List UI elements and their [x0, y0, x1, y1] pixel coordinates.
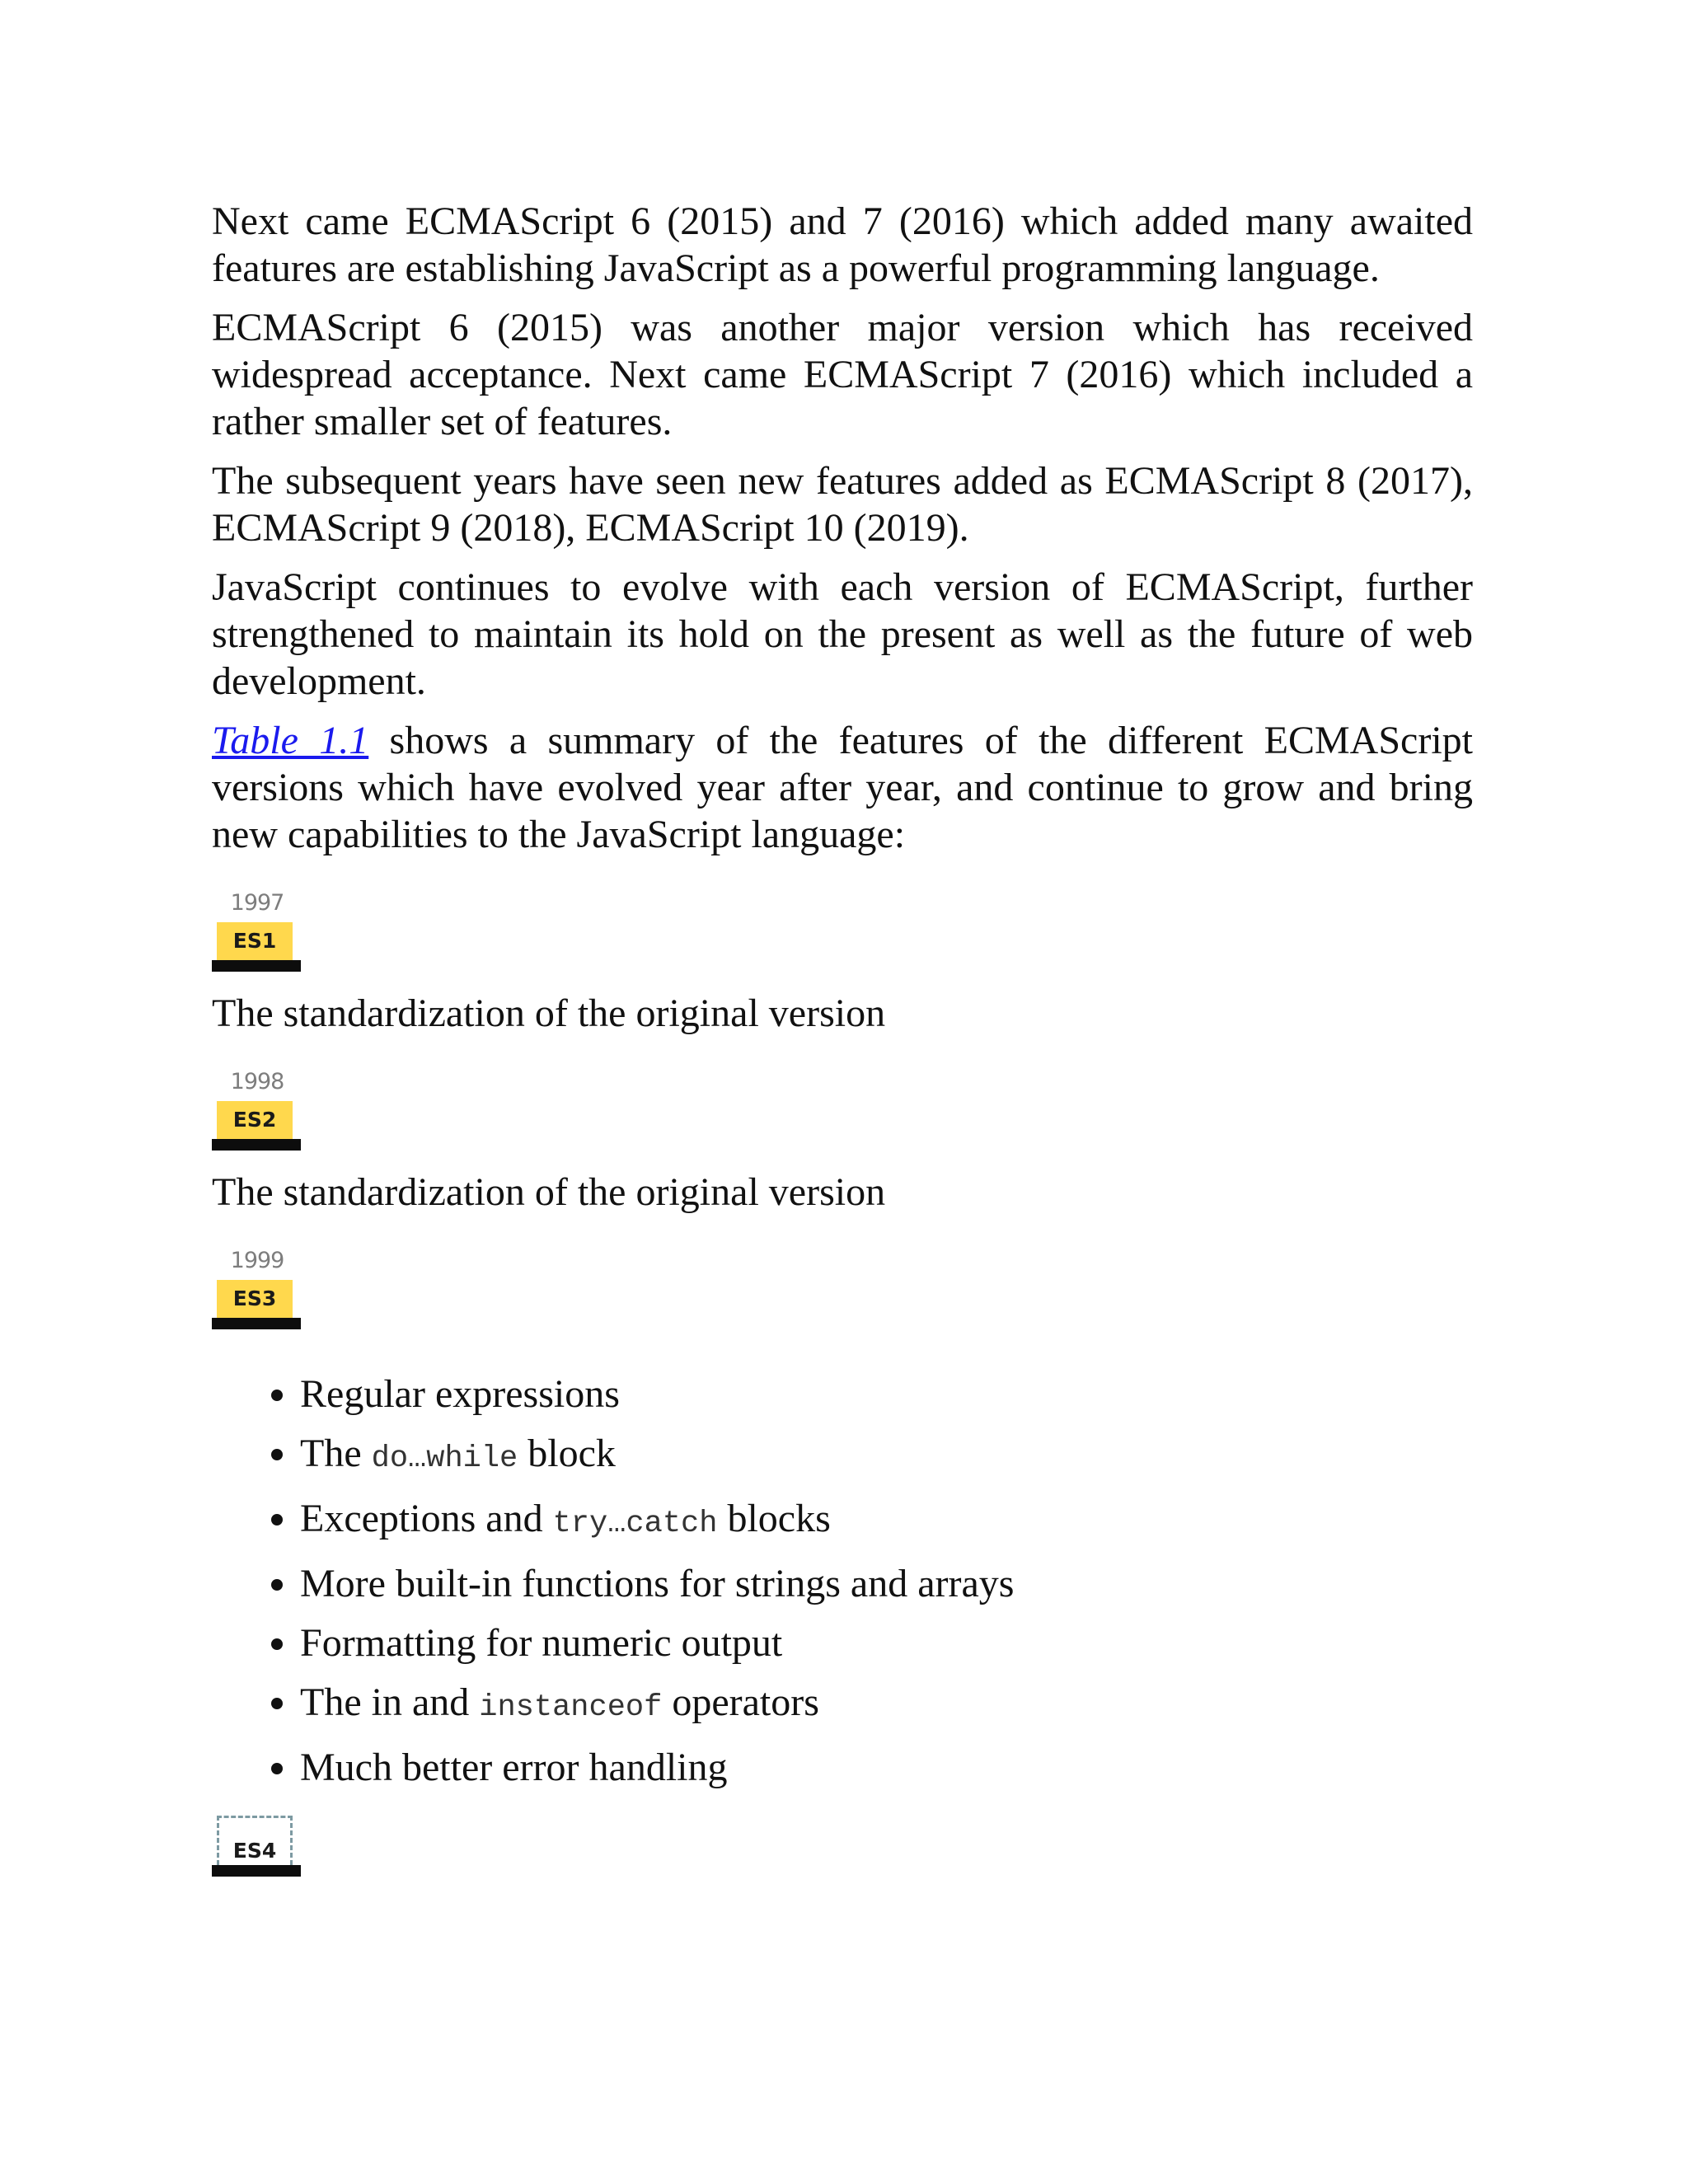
code-snippet: instanceof: [479, 1690, 663, 1725]
es4-badge: [212, 1816, 302, 1877]
es1-bar: [212, 960, 301, 972]
table-1-1-link[interactable]: Table 1.1: [212, 719, 369, 762]
es2-badge: [212, 1070, 302, 1151]
list-item: • Regular expressions: [300, 1371, 1473, 1418]
es3-badge: [212, 1249, 302, 1329]
es3-feature-list: [212, 1371, 1473, 1791]
code-snippet: do…while: [371, 1441, 518, 1476]
paragraph-table-reference: [212, 717, 1473, 858]
table-reference-text: shows a summary of the features of the different ECMAScript versions which have evolved year after year, and continue to grow and bring new capabilities to the JavaScript language:: [212, 719, 1473, 856]
es1-caption: The standardization of the original version: [212, 991, 886, 1035]
es2-bar: [212, 1139, 301, 1151]
es2-year: 1998: [230, 1069, 284, 1094]
list-item: • Much better error handling: [300, 1744, 1473, 1791]
list-item: • The do…while block: [300, 1430, 1473, 1483]
es3-year: 1999: [230, 1248, 284, 1273]
paragraph-subsequent-years: The subsequent years have seen new features added as ECMAScript 8 (2017), ECMAScript 9 (2018), ECMAScript 10 (2019).: [212, 459, 1473, 550]
document-page: [212, 198, 1473, 1877]
es2-caption: The standardization of the original version: [212, 1170, 886, 1214]
es1-badge: [212, 891, 302, 972]
list-item: • The in and instanceof operators: [300, 1679, 1473, 1732]
code-snippet: try…catch: [552, 1507, 718, 1541]
es3-bar: [212, 1318, 301, 1329]
list-item: • More built-in functions for strings and arrays: [300, 1560, 1473, 1607]
es1-label: ES1: [217, 922, 293, 960]
es4-label: ES4: [217, 1816, 293, 1865]
list-item: • Formatting for numeric output: [300, 1619, 1473, 1666]
paragraph-evolution: JavaScript continues to evolve with each version of ECMAScript, further strengthened to maintain its hold on the present as well as the future of web development.: [212, 565, 1473, 703]
paragraph-es6-es7: Next came ECMAScript 6 (2015) and 7 (2016) which added many awaited features are establishing JavaScript as a powerful programming language.: [212, 199, 1473, 290]
list-item: • Exceptions and try…catch blocks: [300, 1495, 1473, 1548]
paragraph-es6-acceptance: ECMAScript 6 (2015) was another major version which has received widespread acceptance. Next came ECMAScript 7 (2016) which included a rather smaller set of features.: [212, 306, 1473, 443]
es3-label: ES3: [217, 1280, 293, 1318]
es1-year: 1997: [230, 890, 284, 916]
es2-label: ES2: [217, 1101, 293, 1139]
